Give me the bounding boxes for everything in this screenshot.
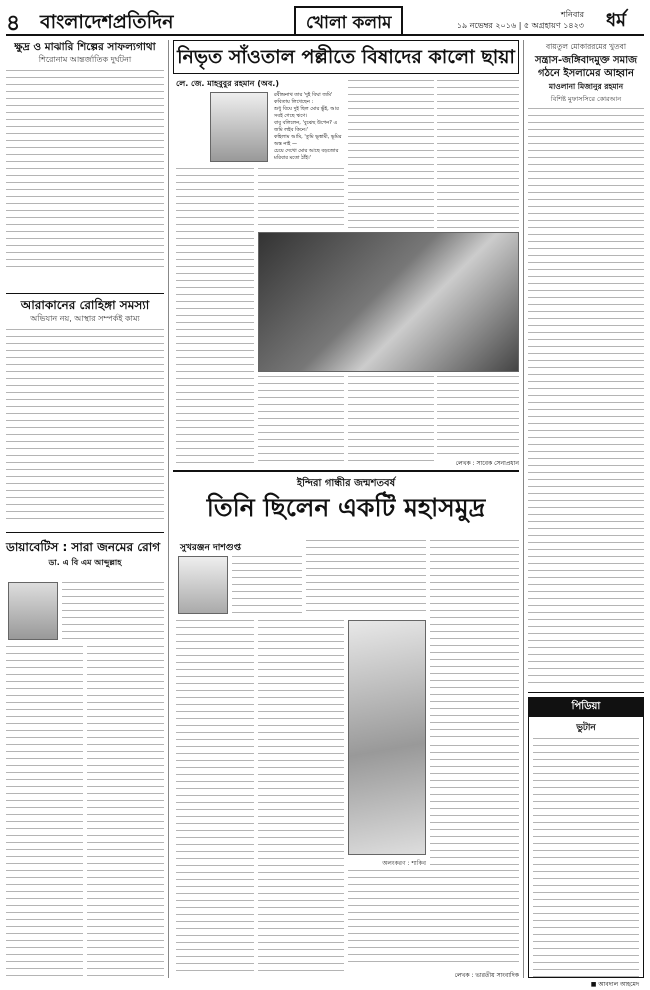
box-title: পিডিয়া (529, 698, 643, 717)
article-kicker: অভিযান নয়, আস্থার সম্পর্কই কাম্য (30, 314, 140, 323)
article-body (430, 540, 519, 740)
author-photo (8, 582, 58, 640)
article-body (348, 80, 434, 228)
date-block (457, 9, 584, 31)
column-rule (523, 40, 524, 978)
divider (6, 532, 164, 533)
article-body (258, 168, 344, 228)
article-byline: সুখরঞ্জন দাশগুপ্ত (180, 543, 242, 553)
poem-line: চেয়ে দেখো মোর আছে বড়জোর মরিবার মতো ঠাঁই।' (274, 148, 339, 161)
article-body (6, 329, 164, 521)
article-byline: মাওলানা মিজানুর রহমান (548, 82, 624, 91)
article-kicker: বায়তুল মোকাররমের খুতবা (545, 42, 626, 51)
article-byline: ডা. এ বি এম আব্দুল্লাহ (48, 558, 122, 567)
paper-name[interactable]: বাংলাদেশপ্রতিদিন (40, 11, 174, 33)
article-kicker: শিরোনাম আন্তর্জাতিক দুর্ঘটনা (38, 55, 132, 64)
box-subtitle: ভুটান (576, 723, 596, 733)
date-weekday: শনিবার (561, 10, 584, 19)
date-full: ১৯ নভেম্বর ২০১৬ | ৫ অগ্রহায়ণ ১৪২৩ (456, 21, 584, 30)
column-rule (168, 40, 169, 978)
article-headline[interactable]: আরাকানের রোহিঙ্গা সমস্যা (20, 298, 150, 312)
poem-line: কহিলাম আমি, 'তুমি ভূস্বামী, ভূমির অন্ত নাই — (274, 134, 342, 147)
main-byline: লে. জে. মাহবুবুর রহমান (অব.) (176, 79, 279, 88)
info-box (528, 697, 644, 988)
center-column (173, 40, 519, 74)
poem-line: শুধু বিঘে দুই ছিল মোর ভুঁই, আর সবই গেছে ঋণে। (274, 106, 339, 119)
section-title: খোলা কলাম (294, 6, 403, 34)
portrait-photo (348, 620, 426, 855)
right-column (528, 42, 644, 688)
article-body (176, 168, 254, 463)
sidebar-section-title: ধর্ম (605, 10, 627, 31)
box-signature: ■ আবদাল আহমেদ (590, 981, 639, 988)
article-body (87, 646, 164, 976)
article-body (6, 646, 83, 976)
divider (173, 470, 519, 472)
article-body (430, 745, 519, 865)
page-number: ৪ (6, 11, 21, 36)
author-note: লেখক : সাবেক সেনাপ্রধান (455, 460, 519, 467)
article-body (258, 376, 344, 464)
article-body (62, 582, 164, 642)
article-body (6, 70, 164, 272)
article-body (528, 108, 644, 688)
illustration-hands (258, 232, 519, 372)
article-body (437, 80, 519, 228)
article-headline[interactable]: ক্ষুদ্র ও মাঝারি শিল্পের সাফল্যগাথা (14, 41, 156, 53)
box-body (533, 738, 639, 978)
masthead (6, 6, 644, 36)
article-body (176, 620, 254, 975)
divider (6, 293, 164, 294)
article-body (232, 556, 302, 616)
byline-role: বিশিষ্ট মুফাসসিরে কোরআন (550, 95, 622, 103)
article-body (348, 376, 434, 464)
main-headline[interactable]: নিভৃত সাঁওতাল পল্লীতে বিষাদের কালো ছায়া (173, 40, 519, 74)
left-article-3 (6, 540, 164, 573)
left-article-2 (6, 298, 164, 521)
article-headline[interactable]: ডায়াবেটিস : সারা জনমের রোগ (6, 540, 161, 554)
author-note: লেখক : ভারতীয় সাংবাদিক (454, 972, 519, 979)
article-kicker: ইন্দিরা গান্ধীর জন্মশতবর্ষ (296, 478, 396, 489)
poem-line: বাবু বলিলেন, 'বুঝেছ উপেন? এ জমি লইব কিনে।' (274, 120, 338, 133)
poem-block (274, 92, 344, 162)
article-body (258, 620, 344, 975)
article-headline[interactable]: সন্ত্রাস-জঙ্গিবাদমুক্ত সমাজ গঠনে ইসলামের আহ্বান (534, 55, 638, 79)
article-headline[interactable]: তিনি ছিলেন একটি মহাসমুদ্র (206, 493, 486, 522)
article-body (348, 870, 519, 968)
article-body (437, 376, 519, 456)
article-body (306, 540, 426, 616)
author-photo (178, 556, 228, 614)
divider (528, 692, 644, 693)
author-photo (210, 92, 268, 162)
poem-intro: রবীন্দ্রনাথ তার 'দুই বিঘা জমি' কবিতায় লিখেছেন : (274, 92, 333, 105)
photo-caption: অলংকরণ : শাকিব (382, 860, 426, 867)
